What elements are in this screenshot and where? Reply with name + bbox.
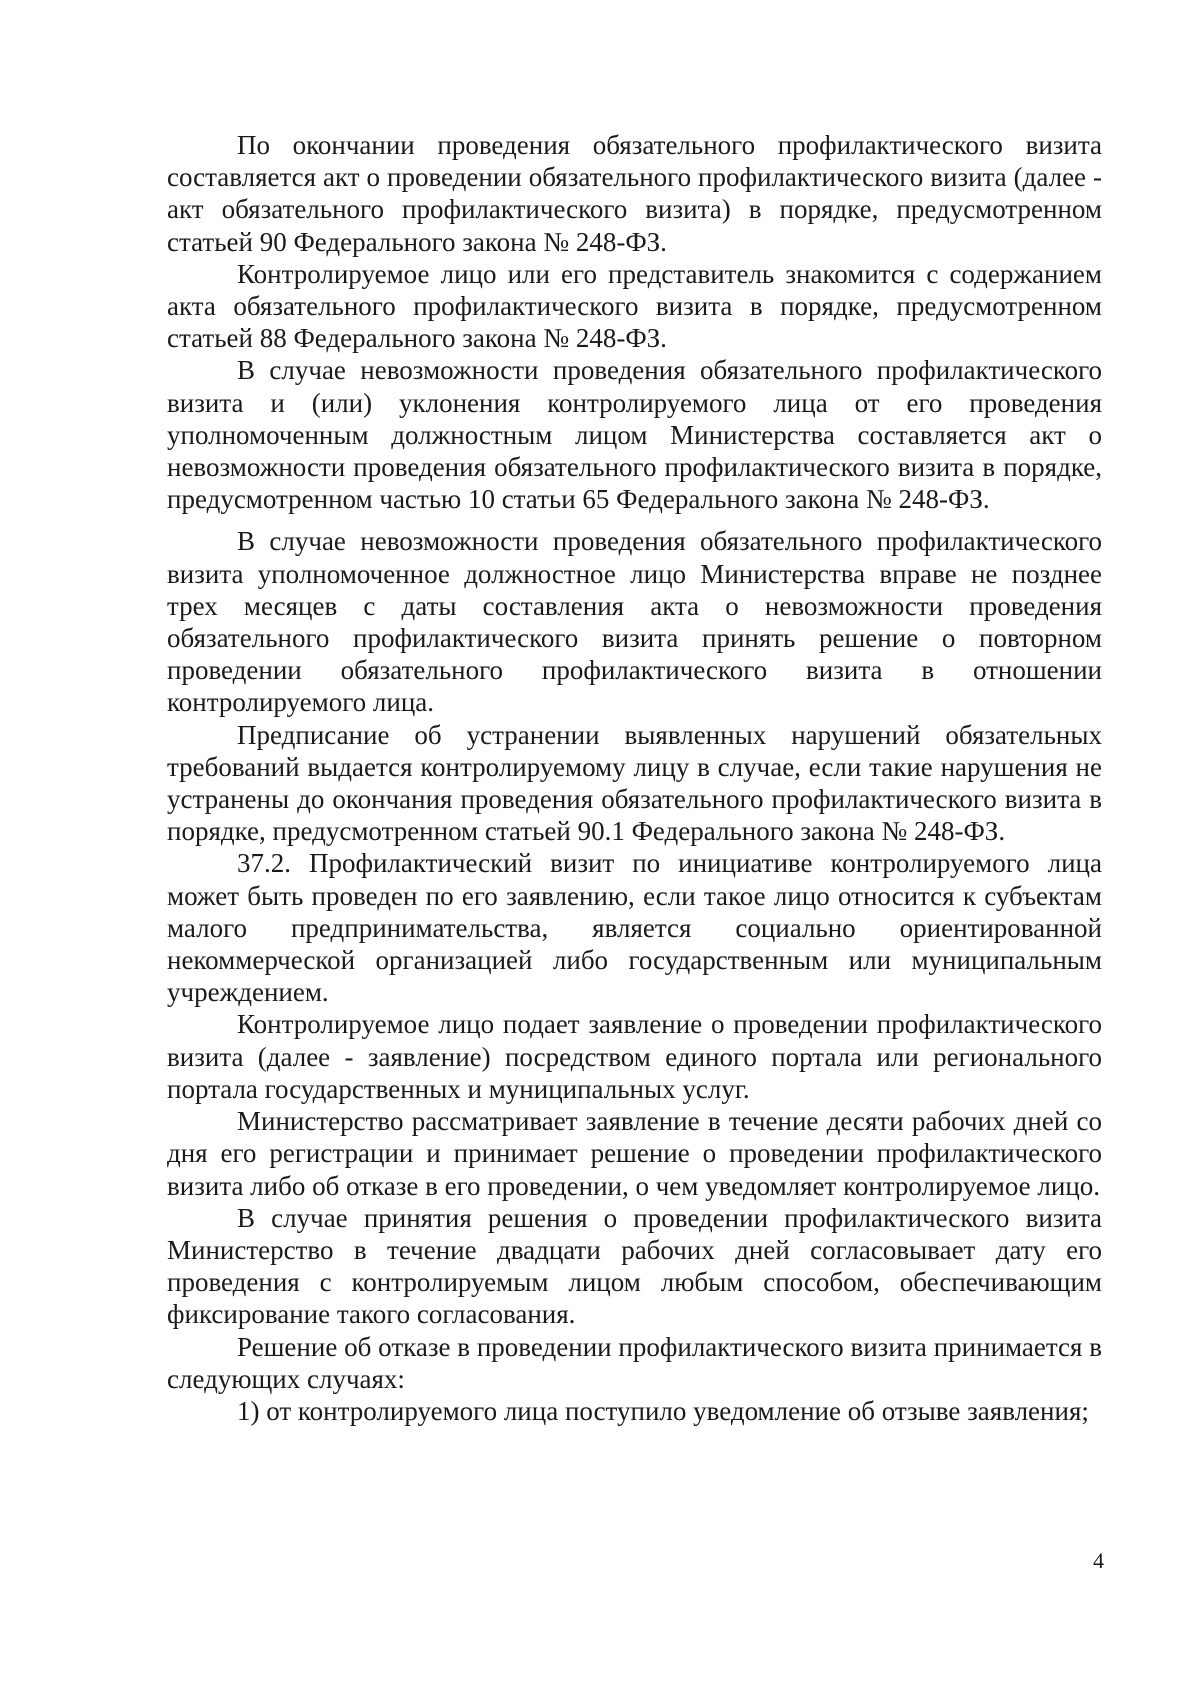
paragraph-visit-act: По окончании проведения обязательного профилактического визита составляется акт о проведении обязательного профилактического визита (далее - акт обязательного профилактического визита) в порядке, предусмотренном статьей 90 Федерального закона № 248-ФЗ.: [167, 130, 1102, 257]
paragraph-impossibility-act: В случае невозможности проведения обязательного профилактического визита и (или) уклонения контролируемого лица от его проведения уполномоченным должностным лицом Министерства составляется акт о невозможности проведения обязательного профилактического визита в порядке, предусмотренном частью 10 статьи 65 Федерального закона № 248-ФЗ.: [167, 355, 1102, 515]
paragraph-repeat-visit: В случае невозможности проведения обязательного профилактического визита уполномоченное должностное лицо Министерства вправе не позднее трех месяцев с даты составления акта о невозможности проведения обязательного профилактического визита принять решение о повторном проведении обязательного профилактического визита в отношении контролируемого лица.: [167, 526, 1102, 718]
paragraph-refusal-item-1: 1) от контролируемого лица поступило уведомление об отзыве заявления;: [237, 1395, 1089, 1426]
paragraph-prescription: Предписание об устранении выявленных нарушений обязательных требований выдается контролируемому лицу в случае, если такие нарушения не устранены до окончания проведения обязательного профилактического визита в порядке, предусмотренном статьей 90.1 Федерального закона № 248-ФЗ.: [167, 719, 1102, 847]
page-number: 4: [1093, 1548, 1104, 1573]
paragraph-application: Контролируемое лицо подает заявление о проведении профилактического визита (далее - заявление) посредством единого портала или регионального портала государственных и муниципальных услуг.: [167, 1009, 1102, 1104]
paragraph-review-period: Министерство рассматривает заявление в течение десяти рабочих дней со дня его регистрации и принимает решение о проведении профилактического визита либо об отказе в его проведении, о чем уведомляет контролируемое лицо.: [167, 1106, 1102, 1201]
document-body: [167, 129, 1102, 1427]
paragraph-initiative-visit: 37.2. Профилактический визит по инициативе контролируемого лица может быть проведен по его заявлению, если такое лицо относится к субъектам малого предпринимательства, является социально ориентированной некоммерческой организацией либо государственным или муниципальным учреждением.: [167, 848, 1102, 1008]
paragraph-refusal-cases: Решение об отказе в проведении профилактического визита принимается в следующих случаях:: [167, 1331, 1102, 1394]
paragraph-date-agreement: В случае принятия решения о проведении профилактического визита Министерство в течение двадцати рабочих дней согласовывает дату его проведения с контролируемым лицом любым способом, обеспечивающим фиксирование такого согласования.: [167, 1202, 1102, 1330]
paragraph-act-review: Контролируемое лицо или его представитель знакомится с содержанием акта обязательного профилактического визита в порядке, предусмотренном статьей 88 Федерального закона № 248-ФЗ.: [167, 258, 1102, 354]
